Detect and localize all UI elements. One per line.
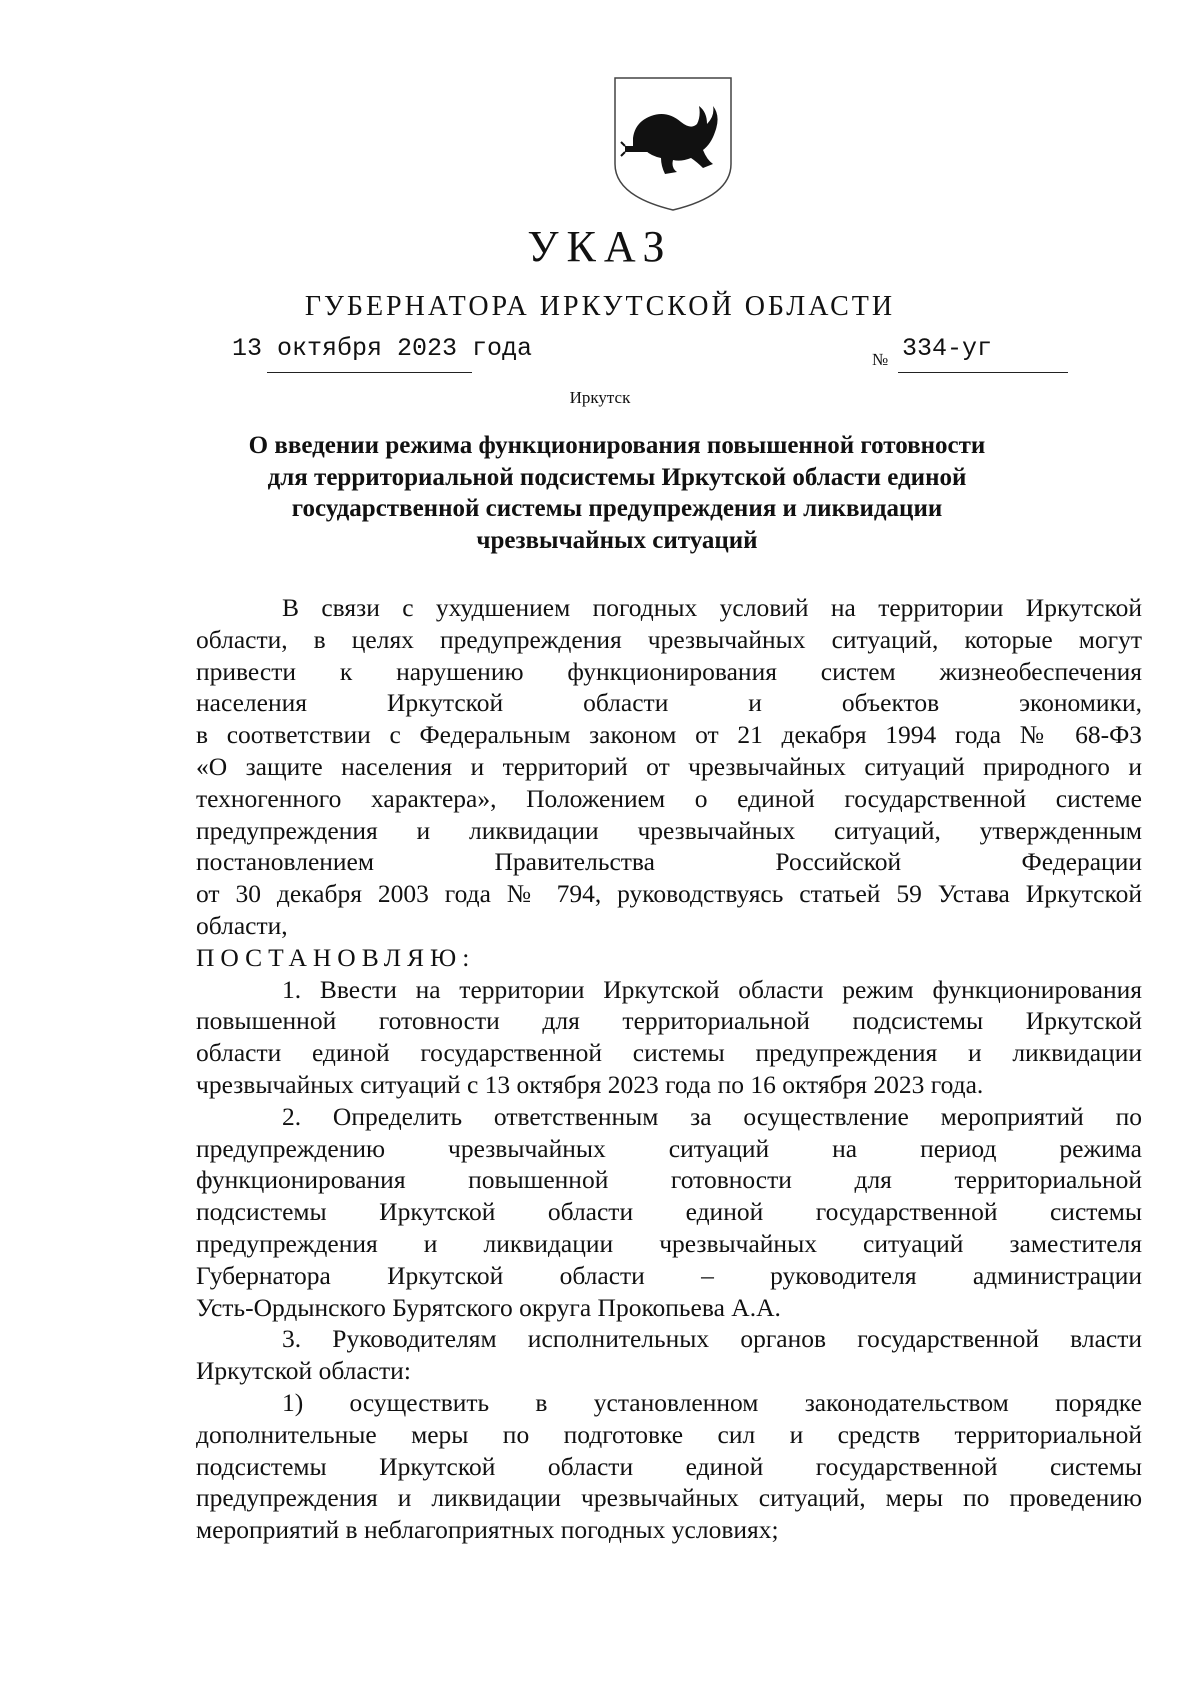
text-line: повышенной готовности для территориальной подсистемы Иркутской [196, 1006, 1142, 1036]
text-line: предупреждения и ликвидации чрезвычайных ситуаций, утвержденным [196, 815, 1142, 845]
text-line: 2. Определить ответственным за осуществление мероприятий по [282, 1101, 1142, 1131]
text-line: постановлением Правительства Российской Федерации [196, 847, 1142, 877]
text-line: функционирования повышенной готовности для территориальной [196, 1165, 1142, 1195]
number-underline [898, 372, 1068, 373]
preamble-paragraph [196, 592, 1142, 942]
text-line: «О защите населения и территорий от чрезвычайных ситуаций природного и [196, 751, 1142, 781]
heading-line: чрезвычайных ситуаций [476, 526, 758, 554]
item-3-1 [196, 1387, 1142, 1546]
heading-line: О введении режима функционирования повышенной готовности [248, 432, 986, 459]
text-line: подсистемы Иркутской области единой государственной системы [196, 1451, 1142, 1481]
text-line: в соответствии с Федеральным законом от 21 декабря 1994 года № 68-ФЗ [196, 720, 1142, 750]
document-title: УКАЗ [527, 222, 673, 271]
text-line: Губернатора Иркутской области – руководителя администрации [196, 1260, 1142, 1290]
document-heading [180, 430, 1054, 556]
text-line: предупреждения и ликвидации чрезвычайных ситуаций, меры по проведению [196, 1483, 1142, 1513]
heading-line: для территориальной подсистемы Иркутской области единой [267, 463, 967, 491]
text-line: населения Иркутской области и объектов экономики, [196, 688, 1142, 718]
item-1 [196, 974, 1142, 1101]
document-number: 334-уг [902, 334, 993, 363]
document-body [196, 592, 1142, 1546]
text-line: 1) осуществить в установленном законодательством порядке [282, 1387, 1142, 1417]
heading-line: государственной системы предупреждения и ликвидации [291, 495, 943, 522]
text-line: 3. Руководителям исполнительных органов государственной власти [282, 1324, 1142, 1354]
number-sign: № [872, 350, 889, 369]
text-line: Усть-Ордынского Бурятского округа Прокопьева А.А. [196, 1292, 781, 1322]
text-line: привести к нарушению функционирования систем жизнеобеспечения [196, 656, 1142, 686]
date-underline [267, 372, 472, 373]
text-line: В связи с ухудшением погодных условий на территории Иркутской [282, 593, 1142, 622]
text-line: области единой государственной системы предупреждения и ликвидации [196, 1038, 1142, 1068]
irkutsk-coat-of-arms-icon [611, 76, 735, 212]
postanovlyayu-label: ПОСТАНОВЛЯЮ: [196, 942, 476, 972]
document-date: 13 октября 2023 года [232, 334, 533, 363]
text-line: от 30 декабря 2003 года № 794, руководствуясь статьей 59 Устава Иркутской [196, 879, 1142, 909]
text-line: подсистемы Иркутской области единой государственной системы [196, 1197, 1142, 1227]
text-line: области, в целях предупреждения чрезвычайных ситуаций, которые могут [196, 624, 1142, 654]
text-line: области, [196, 910, 288, 940]
text-line: дополнительные меры по подготовке сил и средств территориальной [196, 1419, 1142, 1449]
item-3 [196, 1323, 1142, 1387]
text-line: мероприятий в неблагоприятных погодных условиях; [196, 1515, 779, 1545]
text-line: 1. Ввести на территории Иркутской области режим функционирования [282, 974, 1142, 1004]
text-line: предупреждения и ликвидации чрезвычайных ситуаций заместителя [196, 1228, 1142, 1258]
document-city: Иркутск [569, 388, 631, 407]
text-line: техногенного характера», Положением о единой государственной системе [196, 783, 1142, 813]
text-line: предупреждению чрезвычайных ситуаций на период режима [196, 1133, 1142, 1163]
text-line: Иркутской области: [196, 1356, 411, 1386]
text-line: чрезвычайных ситуаций с 13 октября 2023 года по 16 октября 2023 года. [196, 1069, 984, 1099]
item-2 [196, 1101, 1142, 1324]
document-subtitle: ГУБЕРНАТОРА ИРКУТСКОЙ ОБЛАСТИ [304, 291, 896, 322]
